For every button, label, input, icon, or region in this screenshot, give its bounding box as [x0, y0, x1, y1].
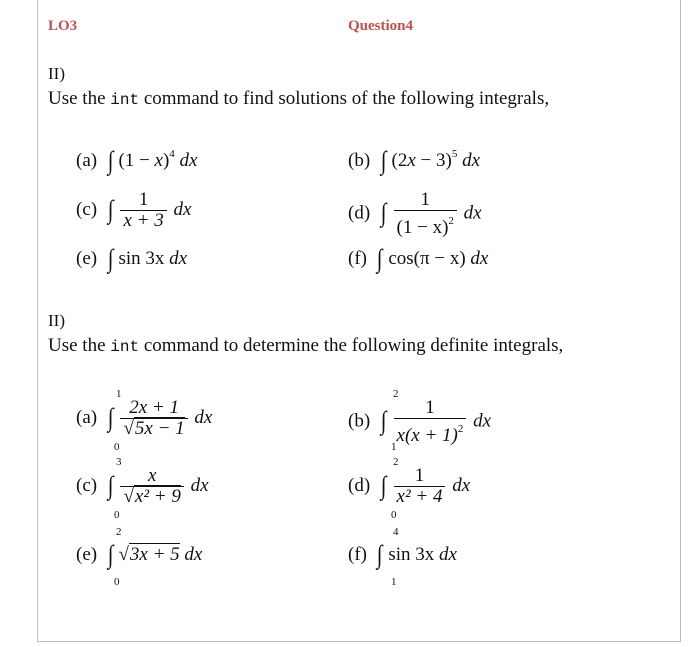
- 2e-upper-limit: 2: [116, 526, 122, 538]
- 2e-lower-limit: 0: [114, 576, 120, 588]
- 2c-lower-limit: 0: [114, 509, 120, 521]
- 2d-upper-limit: 2: [393, 456, 399, 468]
- integral-1b: (b) ∫ $(2x - 3)^5$ dx: [348, 146, 481, 175]
- integral-1a: (a) ∫ $(1 - x)^4$ dx: [76, 146, 198, 175]
- integral-2e: (e) ∫ √3x + 5 dx: [76, 540, 203, 569]
- 2d-lower-limit: 0: [391, 509, 397, 521]
- 2b-lower-limit: 1: [391, 441, 397, 453]
- 2c-upper-limit: 3: [116, 456, 122, 468]
- 2a-upper-limit: 1: [116, 388, 122, 400]
- lo-label: LO3: [48, 18, 78, 34]
- integral-2b: (b) ∫ $\frac{1}{x(x + 1)^2}$ dx: [348, 397, 492, 446]
- int-command: int: [110, 338, 140, 356]
- integral-2a: (a) ∫ $\frac{2x + 1}{√5x - 1}$ dx: [76, 397, 213, 439]
- int-command: int: [110, 91, 140, 109]
- integral-1c: (c) ∫ $\frac{1}{x + 3}$ dx: [76, 189, 192, 231]
- integral-1f: (f) ∫ cos(π − x) dx: [348, 244, 489, 273]
- integral-2f: (f) ∫ sin 3x dx: [348, 540, 457, 569]
- question-label: Question4: [348, 18, 414, 34]
- integral-1e: (e) ∫ sin 3x dx: [76, 244, 188, 273]
- 2f-upper-limit: 4: [393, 526, 399, 538]
- integral-2d: (d) ∫ $\frac{1}{\text{x² + 4}}$ dx: [348, 465, 471, 507]
- section1-heading: II): [48, 64, 65, 83]
- integral-1d: (d) ∫ $\frac{1}{(1 - x)^2}$ dx: [348, 189, 482, 238]
- section2-heading: II): [48, 311, 65, 330]
- integral-2c: (c) ∫ $\frac{x}{\text{√x² + 9}}$ dx: [76, 465, 209, 507]
- 2f-lower-limit: 1: [391, 576, 397, 588]
- 2a-lower-limit: 0: [114, 441, 120, 453]
- section2-instructions: Use the int command to determine the following definite integrals,: [48, 335, 564, 356]
- section1-instructions: Use the int command to find solutions of the following integrals,: [48, 88, 550, 109]
- 2b-upper-limit: 2: [393, 388, 399, 400]
